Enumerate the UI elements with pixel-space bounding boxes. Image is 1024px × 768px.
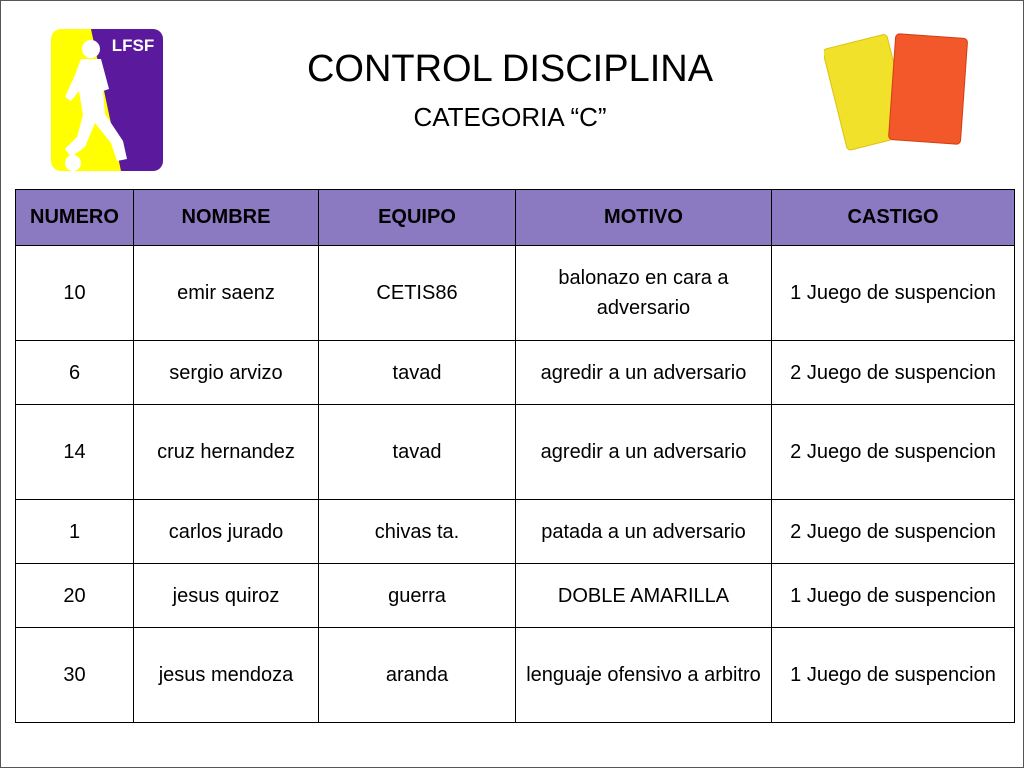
cell-numero: 6 bbox=[16, 341, 134, 405]
column-header-numero: NUMERO bbox=[16, 190, 134, 246]
cell-equipo: tavad bbox=[319, 405, 516, 500]
cell-nombre: jesus mendoza bbox=[134, 628, 319, 723]
table-header-row bbox=[16, 190, 1015, 246]
cell-equipo: aranda bbox=[319, 628, 516, 723]
penalty-cards-icon bbox=[824, 26, 970, 160]
table-row bbox=[16, 500, 1015, 564]
league-logo bbox=[51, 29, 163, 171]
cell-nombre: emir saenz bbox=[134, 246, 319, 341]
table-row bbox=[16, 341, 1015, 405]
cell-numero: 10 bbox=[16, 246, 134, 341]
table-row bbox=[16, 564, 1015, 628]
cell-equipo: CETIS86 bbox=[319, 246, 516, 341]
cell-nombre: sergio arvizo bbox=[134, 341, 319, 405]
cell-motivo: patada a un adversario bbox=[516, 500, 772, 564]
cell-numero: 30 bbox=[16, 628, 134, 723]
cell-castigo: 1 Juego de suspencion bbox=[772, 564, 1015, 628]
column-header-motivo: MOTIVO bbox=[516, 190, 772, 246]
column-header-nombre: NOMBRE bbox=[134, 190, 319, 246]
cell-nombre: cruz hernandez bbox=[134, 405, 319, 500]
cell-motivo: agredir a un adversario bbox=[516, 405, 772, 500]
cell-castigo: 1 Juego de suspencion bbox=[772, 246, 1015, 341]
table-row bbox=[16, 628, 1015, 723]
logo-text: LFSF bbox=[111, 36, 155, 55]
cell-nombre: carlos jurado bbox=[134, 500, 319, 564]
page-subtitle: CATEGORIA “C” bbox=[413, 102, 607, 132]
cell-equipo: tavad bbox=[319, 341, 516, 405]
cell-motivo: lenguaje ofensivo a arbitro bbox=[516, 628, 772, 723]
cell-motivo: balonazo en cara a adversario bbox=[516, 246, 772, 341]
table-row bbox=[16, 246, 1015, 341]
cell-castigo: 2 Juego de suspencion bbox=[772, 341, 1015, 405]
cell-castigo: 1 Juego de suspencion bbox=[772, 628, 1015, 723]
cell-castigo: 2 Juego de suspencion bbox=[772, 500, 1015, 564]
cell-motivo: agredir a un adversario bbox=[516, 341, 772, 405]
cell-numero: 1 bbox=[16, 500, 134, 564]
cell-nombre: jesus quiroz bbox=[134, 564, 319, 628]
cell-castigo: 2 Juego de suspencion bbox=[772, 405, 1015, 500]
page-title: CONTROL DISCIPLINA bbox=[306, 48, 714, 90]
discipline-table bbox=[15, 189, 1015, 723]
cell-numero: 20 bbox=[16, 564, 134, 628]
column-header-castigo: CASTIGO bbox=[772, 190, 1015, 246]
cell-equipo: guerra bbox=[319, 564, 516, 628]
column-header-equipo: EQUIPO bbox=[319, 190, 516, 246]
table-row bbox=[16, 405, 1015, 500]
cell-equipo: chivas ta. bbox=[319, 500, 516, 564]
cell-numero: 14 bbox=[16, 405, 134, 500]
cell-motivo: DOBLE AMARILLA bbox=[516, 564, 772, 628]
